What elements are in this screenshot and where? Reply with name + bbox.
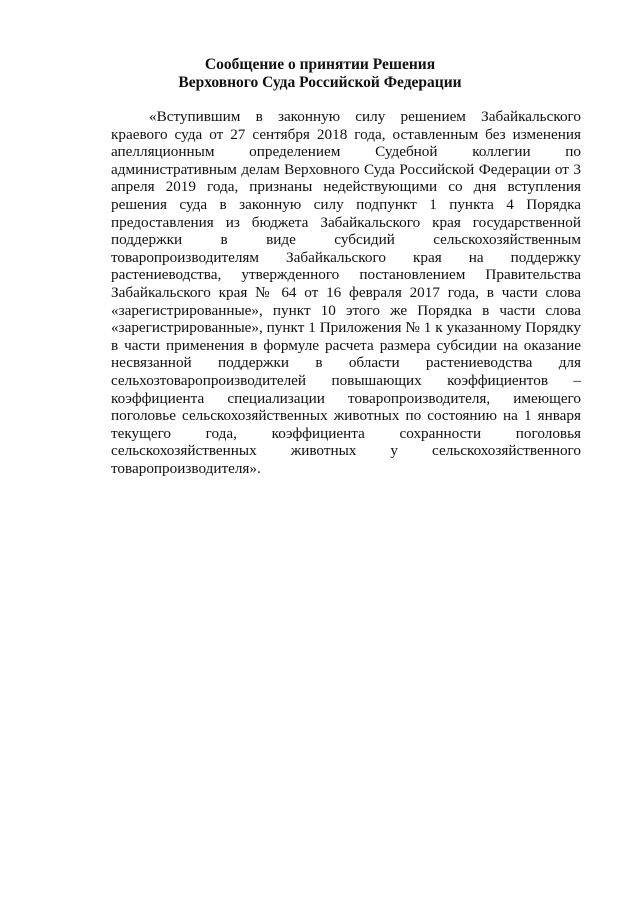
document-body-paragraph: «Вступившим в законную силу решением Забайкальского краевого суда от 27 сентября 2018 года, оставленным без изменения апелляционным определением Судебной коллегии по административным делам Верховного Суда Российской Федерации от 3 апреля 2019 года, признаны недействующими со дня вступления решения суда в законную силу подпункт 1 пункта 4 Порядка предоставления из бюджета Забайкальского края государственной поддержки в виде субсидий сельскохозяйственным товаропроизводителям Забайкальского края на поддержку растениеводства, утвержденного постановлением Правительства Забайкальского края № 64 от 16 февраля 2017 года, в части слова «зарегистрированные», пункт 10 этого же Порядка в части слова «зарегистрированные», пункт 1 Приложения № 1 к указанному Порядку в части применения в формуле расчета размера субсидии на оказание несвязанной поддержки в области растениеводства для сельхозтоваропроизводителей повышающих коэффициентов – коэффициента специализации товаропроизводителя, имеющего поголовье сельскохозяйственных животных по состоянию на 1 января текущего года, коэффициента сохранности поголовья сельскохозяйственных животных у сельскохозяйственного товаропроизводителя». — [111, 108, 581, 477]
document-title-line-2: Верховного Суда Российской Федерации — [178, 74, 462, 91]
document-title-line-1: Сообщение о принятии Решения — [204, 56, 436, 73]
document-title — [0, 56, 640, 92]
